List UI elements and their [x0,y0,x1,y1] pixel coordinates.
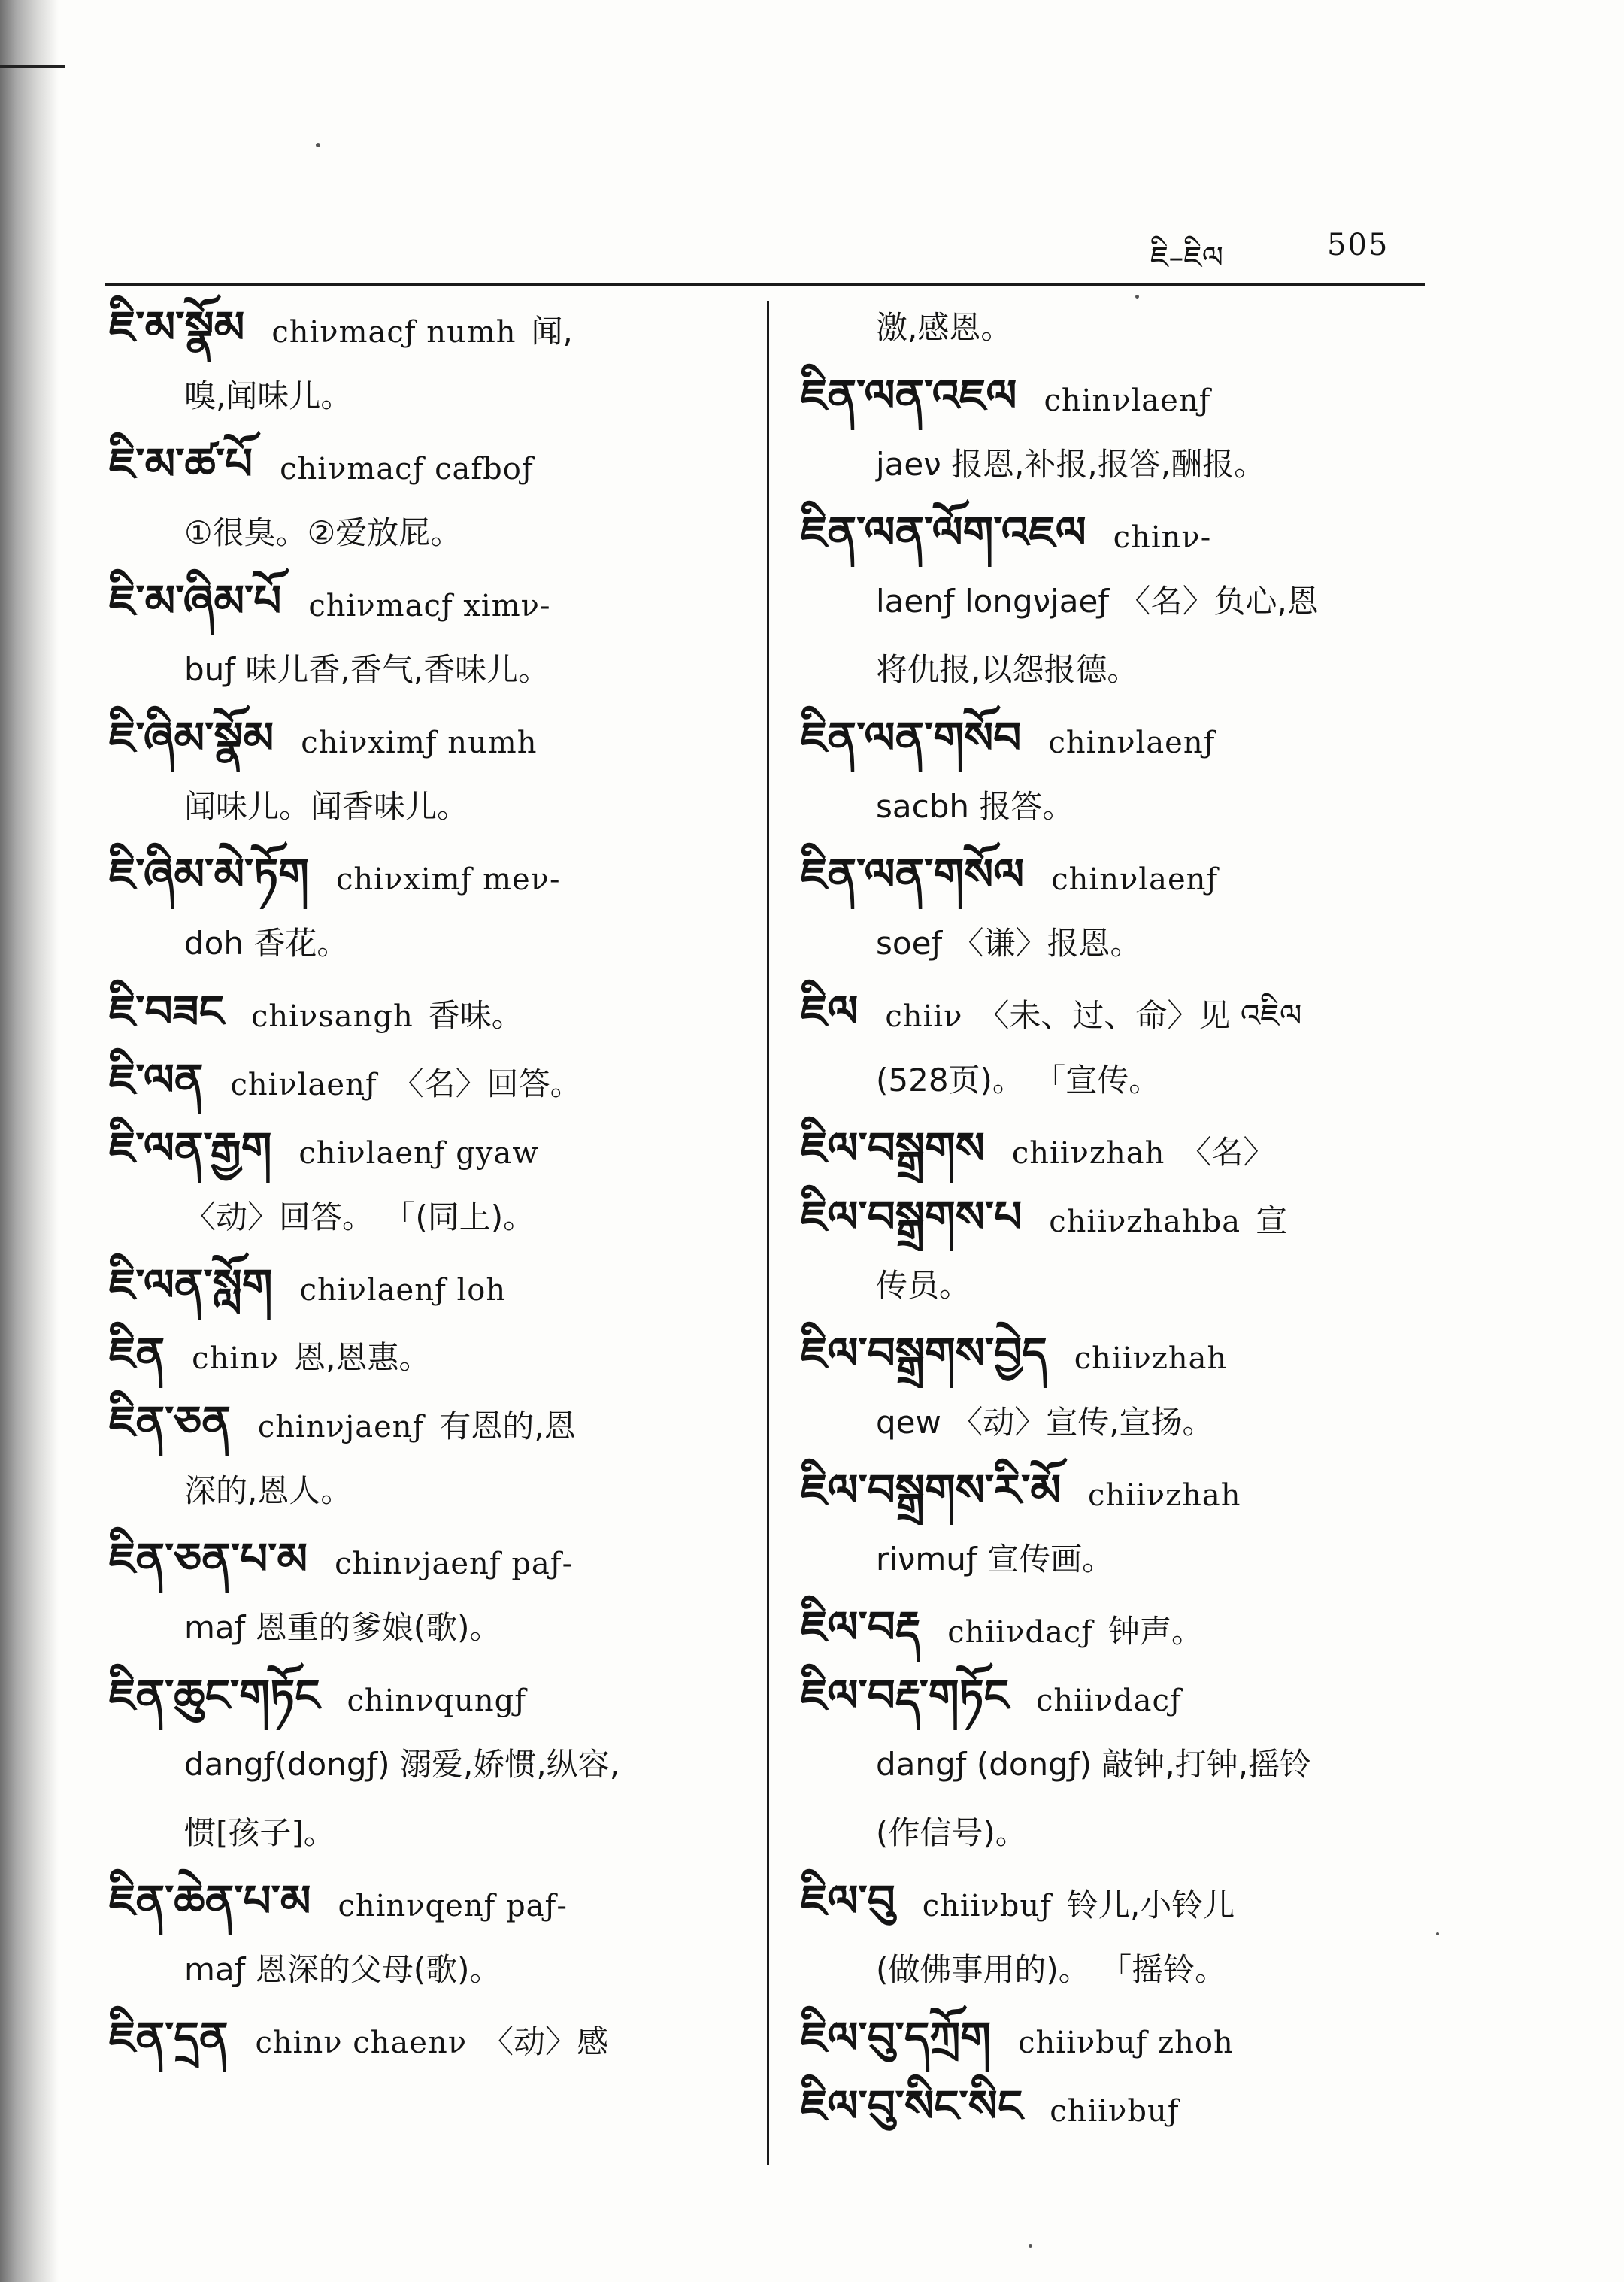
tibetan-headword: ཇིན་ཅན་པ་མ [109,1533,308,1584]
tibetan-headword: ཇིལ [801,986,859,1037]
definition-text: 嗅,闻味儿。 [184,377,353,414]
definition-text: sacbh 报答。 [876,788,1074,825]
header-rule [105,283,1425,286]
definition-text: 宣 [1256,1202,1288,1239]
dictionary-entry [801,841,1425,909]
entry-continuation-line [109,499,741,567]
definition-text: soeƒ 〈谦〉报恩。 [876,925,1142,962]
entry-continuation-line [801,567,1425,635]
romanized-pronunciation: chinν [192,1341,280,1376]
definition-text: 〈动〉感 [482,2023,609,2060]
definition-text: 传员。 [876,1267,971,1304]
romanized-pronunciation: chiiνzhah [1011,1136,1165,1171]
dictionary-entry [109,430,741,499]
entry-continuation-line [109,772,741,841]
definition-text: maƒ 恩重的爹娘(歌)。 [184,1609,501,1646]
entry-continuation-line [801,772,1425,841]
scan-speck [1135,295,1139,299]
romanized-pronunciation: chinνlaenƒ [1051,862,1219,897]
scanned-page-edge-shadow [0,0,59,2282]
tibetan-headword: ཇི་ལན [109,1054,204,1105]
dictionary-entry [801,1114,1425,1183]
tibetan-headword: ཇིལ་བརྡ་གཏོང [801,1670,1009,1721]
entry-continuation-line [801,1388,1425,1456]
entry-continuation-line [109,1730,741,1799]
tibetan-headword: ཇིན་ལན་འཇལ [801,370,1017,421]
romanized-pronunciation: chinν chaenν [255,2026,468,2060]
dictionary-entry [109,2004,741,2072]
dictionary-entry [109,704,741,772]
definition-text: (作信号)。 [876,1814,1027,1851]
tibetan-headword: ཇིན་ཆེན་པ་མ [109,1875,311,1926]
page-number: 505 [1327,228,1389,262]
definition-text: 钟声。 [1108,1613,1204,1650]
definition-text: 〈名〉 [1180,1134,1275,1171]
tibetan-headword: ཇི་ཞིམ་མེ་ཏོག [109,849,309,900]
definition-text: dangƒ (dongƒ) 敲钟,打钟,摇铃 [876,1746,1312,1783]
definition-text: 铃儿,小铃儿 [1066,1887,1235,1923]
dictionary-entry [801,977,1425,1046]
tibetan-headword: ཇི་མ་ཚ་པོ [109,438,253,489]
dictionary-entry [801,2072,1425,2141]
definition-text: qew 〈动〉宣传,宣扬。 [876,1404,1214,1441]
romanized-pronunciation: chiiνzhah [1088,1478,1241,1513]
dictionary-entry [801,1593,1425,1662]
dictionary-entry [109,1046,741,1114]
romanized-pronunciation: chiνmacƒ ximν- [308,589,551,623]
dictionary-entry [109,1388,741,1456]
romanized-pronunciation: chiνmacƒ cafboƒ [280,452,534,486]
dictionary-entry [109,1867,741,1935]
right-column [801,293,1425,2141]
tibetan-headword: ཇི་ཞིམ་སྣོམ [109,712,274,763]
romanized-pronunciation: chinνlaenƒ [1048,726,1216,760]
tibetan-headword: ཇིལ་བུ [801,1875,895,1926]
definition-text: 激,感恩。 [876,309,1013,346]
entry-continuation-line [109,362,741,430]
entry-continuation-line [109,635,741,704]
tibetan-headword: ཇི་མ་ཞིམ་པོ [109,575,282,626]
definition-text: 〈未、过、命〉见 འཇིལ [977,997,1302,1034]
running-header [105,222,1425,282]
tibetan-headword: ཇིན་ལན་གསོལ [801,849,1025,900]
tibetan-headword: ཇིལ་བརྡ [801,1602,921,1653]
entry-continuation-line [801,909,1425,977]
romanized-pronunciation: chinνlaenƒ [1044,383,1211,418]
definition-text: laenƒ longνjaeƒ 〈名〉负心,恩 [876,583,1319,620]
definition-text: 闻味儿。闻香味儿。 [184,788,469,825]
definition-text: 惯[孩子]。 [184,1814,335,1851]
dictionary-entry [109,1662,741,1730]
tibetan-headword: ཇིལ་བསྒྲགས་རི་མོ [801,1465,1062,1516]
romanized-pronunciation: chinνqenƒ paƒ- [338,1889,568,1923]
tibetan-headword: ཇིན་ཆུང་གཏོང [109,1670,320,1721]
tibetan-headword: ཇིལ་བསྒྲགས་བྱེད [801,1328,1047,1379]
definition-text: 〈名〉回答。 [392,1065,582,1102]
dictionary-entry [109,1320,741,1388]
romanized-pronunciation: chiiνdacƒ [1035,1683,1182,1718]
tibetan-headword: ཇིན་ཅན [109,1396,231,1447]
dictionary-entry [109,567,741,635]
dictionary-entry [801,362,1425,430]
entry-continuation-line [801,1046,1425,1114]
romanized-pronunciation: chinν- [1113,520,1212,555]
header-entry-range: ཇི–ཇིལ [1150,241,1224,275]
romanized-pronunciation: chiνlaenƒ [230,1068,377,1102]
romanized-pronunciation: chiνximƒ meν- [336,862,561,897]
dictionary-entry [109,1525,741,1593]
romanized-pronunciation: chiiν [885,999,963,1034]
romanized-pronunciation: chinνqungƒ [347,1683,527,1718]
romanized-pronunciation: chinνjaenƒ [257,1410,425,1444]
dictionary-entry [801,1662,1425,1730]
entry-continuation-line [801,1799,1425,1867]
entry-continuation-line [109,1799,741,1867]
romanized-pronunciation: chiiνzhah [1074,1341,1228,1376]
dictionary-entry [109,1251,741,1320]
definition-text: 闻, [531,313,573,350]
tibetan-headword: ཇི་ལན་རྒྱག [109,1123,272,1174]
dictionary-entry [801,1183,1425,1251]
tibetan-headword: ཇིལ་བུ་སིང་སིང [801,2080,1023,2132]
entry-continuation-line [801,1525,1425,1593]
romanized-pronunciation: chiiνbuƒ [922,1889,1052,1923]
entry-continuation-line [801,1251,1425,1320]
tibetan-headword: ཇིལ་བུ་དཀྲོག [801,2012,992,2063]
dictionary-entry [109,1114,741,1183]
entry-continuation-line [801,635,1425,704]
definition-text: 有恩的,恩 [439,1408,576,1444]
definition-text: (528页)。 「宣传。 [876,1062,1161,1099]
definition-text: jaeν 报恩,补报,报答,酬报。 [876,446,1266,483]
definition-text: dangƒ(dongƒ) 溺爱,娇惯,纵容, [184,1746,620,1783]
definition-text: maƒ 恩深的父母(歌)。 [184,1951,501,1988]
definition-text: buƒ 味儿香,香气,香味儿。 [184,651,550,688]
tibetan-headword: ཇིལ་བསྒྲགས་པ [801,1191,1023,1242]
entry-continuation-line [801,1730,1425,1799]
entry-continuation-line [801,293,1425,362]
entry-continuation-line [109,1935,741,2004]
definition-text: (做佛事用的)。 「摇铃。 [876,1951,1227,1988]
tibetan-headword: ཇིན་དྲན [109,2012,229,2063]
tibetan-headword: ཇི་བཟང [109,986,224,1037]
definition-text: 〈动〉回答。 「(同上)。 [184,1199,535,1235]
scan-speck [1436,1932,1439,1935]
dictionary-entry [801,1320,1425,1388]
entry-continuation-line [109,1183,741,1251]
tibetan-headword: ཇི་མ་སྣོམ [109,302,245,353]
romanized-pronunciation: chiνximƒ numh [301,726,538,760]
column-divider [767,301,769,2165]
romanized-pronunciation: chiiνbuƒ [1050,2094,1180,2129]
entry-continuation-line [801,1935,1425,2004]
definition-text: 恩,恩惠。 [294,1339,431,1376]
romanized-pronunciation: chiνlaenƒ gyaw [298,1136,539,1171]
tibetan-headword: ཇིན་ལན་གསོབ [801,712,1022,763]
entry-continuation-line [109,909,741,977]
definition-text: 将仇报,以怨报德。 [876,651,1139,688]
entry-continuation-line [801,430,1425,499]
tibetan-headword: ཇི་ལན་སློག [109,1259,273,1311]
entry-continuation-line [109,1593,741,1662]
dictionary-entry [109,977,741,1046]
entry-continuation-line [109,1456,741,1525]
romanized-pronunciation: chiνlaenƒ loh [299,1273,507,1308]
scan-speck [1029,2244,1032,2248]
dictionary-entry [109,293,741,362]
left-column [109,293,741,2072]
romanized-pronunciation: chiνsangh [250,999,414,1034]
tibetan-headword: ཇིན་ལན་ལོག་འཇལ [801,507,1086,558]
definition-text: riνmuƒ 宣传画。 [876,1541,1114,1577]
definition-text: 香味。 [428,997,523,1034]
dictionary-entry [801,499,1425,567]
definition-text: doh 香花。 [184,925,349,962]
scan-edge-mark [0,65,65,68]
dictionary-entry [801,1456,1425,1525]
definition-text: ①很臭。②爱放屁。 [184,514,462,551]
dictionary-entry [801,2004,1425,2072]
romanized-pronunciation: chiiνbuƒ zhoh [1018,2026,1234,2060]
romanized-pronunciation: chiiνzhahba [1049,1205,1241,1239]
scan-speck [316,143,320,147]
dictionary-entry [801,1867,1425,1935]
definition-text: 深的,恩人。 [184,1472,353,1509]
romanized-pronunciation: chinνjaenƒ paƒ- [335,1547,574,1581]
tibetan-headword: ཇིན [109,1328,165,1379]
romanized-pronunciation: chiνmacƒ numh [271,315,517,350]
romanized-pronunciation: chiiνdacƒ [947,1615,1094,1650]
tibetan-headword: ཇིལ་བསྒྲགས [801,1123,985,1174]
dictionary-entry [801,704,1425,772]
dictionary-entry [109,841,741,909]
